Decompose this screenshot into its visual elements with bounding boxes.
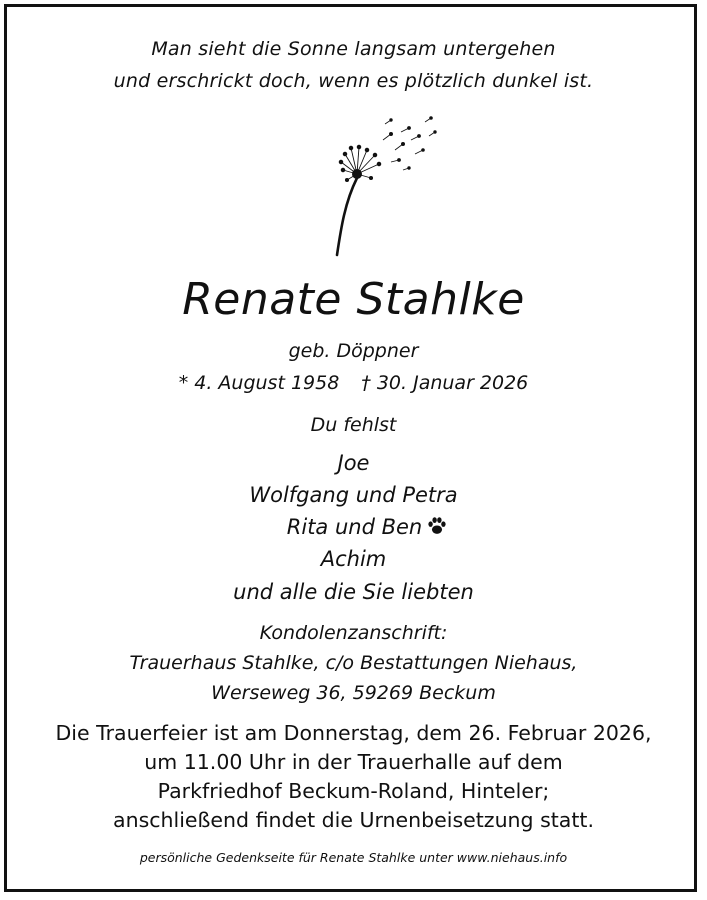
birth-date: * 4. August 1958 bbox=[178, 372, 340, 394]
condolence-heading: Kondolenzanschrift: bbox=[259, 622, 448, 644]
quote-line-2: und erschrickt doch, wenn es plötzlich dunkel ist. bbox=[113, 70, 594, 92]
condolence-line-1: Trauerhaus Stahlke, c/o Bestattungen Niehaus, bbox=[129, 652, 578, 674]
paw-print-icon bbox=[426, 515, 448, 537]
mourner-3: Rita und Ben bbox=[286, 515, 423, 539]
birth-name: geb. Döppner bbox=[288, 340, 419, 362]
deceased-name: Renate Stahlke bbox=[182, 274, 525, 325]
condolence-line-2: Werseweg 36, 59269 Beckum bbox=[211, 682, 496, 704]
ceremony-line-2: um 11.00 Uhr in der Trauerhalle auf dem bbox=[144, 750, 563, 774]
dandelion-icon bbox=[325, 110, 445, 260]
mourner-3-row bbox=[0, 515, 707, 539]
death-date: † 30. Januar 2026 bbox=[361, 372, 529, 394]
memorial-page-note: persönliche Gedenkseite für Renate Stahlke unter www.niehaus.info bbox=[139, 850, 568, 865]
quote-line-1: Man sieht die Sonne langsam untergehen bbox=[151, 38, 556, 60]
mourner-4: Achim bbox=[320, 547, 387, 571]
ceremony-line-3: Parkfriedhof Beckum-Roland, Hinteler; bbox=[157, 779, 550, 803]
message-text: Du fehlst bbox=[310, 414, 397, 436]
ceremony-line-1: Die Trauerfeier ist am Donnerstag, dem 26. Februar 2026, bbox=[55, 721, 652, 745]
mourner-1: Joe bbox=[337, 451, 370, 475]
ceremony-line-4: anschließend findet die Urnenbeisetzung statt. bbox=[113, 808, 594, 832]
life-dates bbox=[0, 372, 707, 394]
mourner-5: und alle die Sie liebten bbox=[233, 580, 474, 604]
mourner-2: Wolfgang und Petra bbox=[249, 483, 458, 507]
